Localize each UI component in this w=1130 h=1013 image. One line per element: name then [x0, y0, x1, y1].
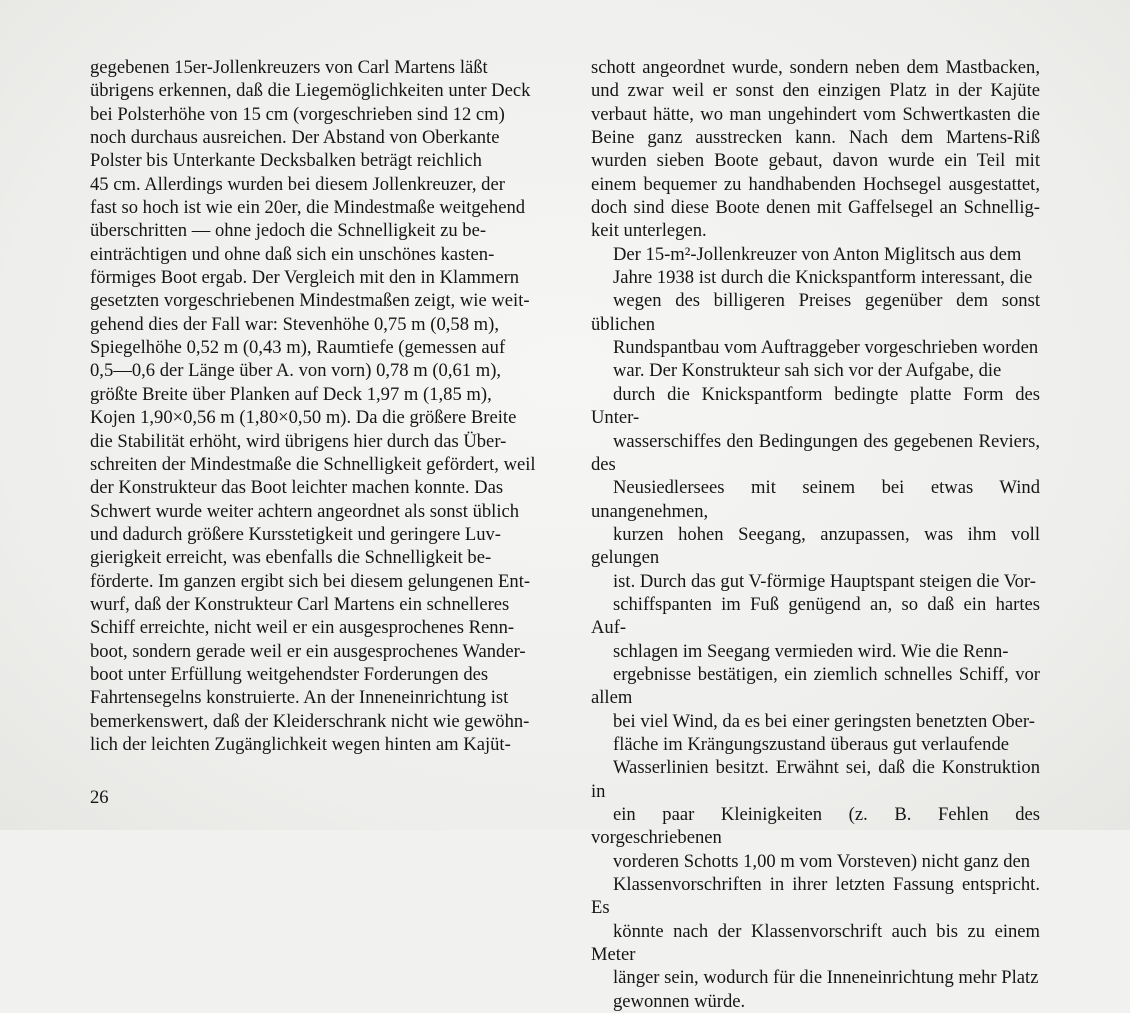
- text-line: gehend dies der Fall war: Stevenhöhe 0,75 m (0,58 m),: [90, 313, 499, 335]
- text-line: und zwar weil er sonst den einzigen Platz in der Kajüte: [591, 80, 1040, 102]
- text-line: ist. Durch das gut V-förmige Hauptspant steigen die Vor-: [613, 570, 1036, 592]
- text-line: könnte nach der Klassenvorschrift auch bis zu einem Meter: [591, 920, 1040, 966]
- text-line: Neusiedlersees mit seinem bei etwas Wind unangenehmen,: [591, 477, 1040, 522]
- paragraph: [591, 243, 1040, 1013]
- text-line: verbaut hätte, wo man ungehindert vom Schwertkasten die: [591, 103, 1040, 125]
- text-line: bei viel Wind, da es bei einer geringsten benetzten Ober-: [613, 710, 1035, 732]
- text-line: und dadurch größere Kursstetigkeit und geringere Luv-: [90, 523, 501, 545]
- text-line: wegen des billigeren Preises gegenüber dem sonst üblichen: [591, 290, 1040, 335]
- text-line: ergebnisse bestätigen, ein ziemlich schnelles Schiff, vor allem: [591, 663, 1040, 709]
- text-line: fläche im Krängungszustand überaus gut verlaufende: [613, 733, 1010, 755]
- text-line: lich der leichten Zugänglichkeit wegen hinten am Kajüt-: [90, 733, 511, 755]
- text-line: Schiff erreichte, nicht weil er ein ausgesprochenes Renn-: [90, 617, 515, 639]
- text-line: größte Breite über Planken auf Deck 1,97 m (1,85 m),: [90, 383, 492, 405]
- text-line: überschritten — ohne jedoch die Schnelligkeit zu be-: [90, 220, 487, 242]
- text-line: gewonnen würde.: [613, 990, 746, 1012]
- text-line: ein paar Kleinigkeiten (z. B. Fehlen des vorgeschriebenen: [591, 804, 1040, 849]
- left-text-column: [90, 56, 560, 756]
- text-line: einem bequemer zu handhabenden Hochsegel ausgestattet,: [591, 173, 1040, 195]
- text-line: wurden sieben Boote gebaut, davon wurde ein Teil mit: [591, 150, 1040, 172]
- right-text-column: [591, 56, 1040, 1013]
- text-line: bei Polsterhöhe von 15 cm (vorgeschrieben sind 12 cm): [90, 103, 505, 125]
- text-line: schlagen im Seegang vermieden wird. Wie die Renn-: [613, 640, 1009, 662]
- text-line: der Konstrukteur das Boot leichter machen konnte. Das: [90, 477, 504, 499]
- text-line: keit unterlegen.: [591, 220, 707, 242]
- text-line: war. Der Konstrukteur sah sich vor der Aufgabe, die: [613, 360, 1002, 382]
- text-line: Wasserlinien besitzt. Erwähnt sei, daß die Konstruktion in: [591, 757, 1040, 802]
- text-line: Kojen 1,90×0,56 m (1,80×0,50 m). Da die größere Breite: [90, 407, 517, 429]
- text-line: übrigens erkennen, daß die Liegemöglichkeiten unter Deck: [90, 80, 531, 102]
- text-line: Spiegelhöhe 0,52 m (0,43 m), Raumtiefe (gemessen auf: [90, 337, 506, 359]
- text-line: schreiten der Mindestmaße die Schnelligkeit gefördert, weil: [90, 453, 536, 475]
- text-line: Klassenvorschriften in ihrer letzten Fassung entspricht. Es: [591, 874, 1040, 919]
- text-line: Der 15-m²-Jollenkreuzer von Anton Miglitsch aus dem: [613, 243, 1022, 265]
- text-line: doch sind diese Boote denen mit Gaffelsegel an Schnellig-: [591, 197, 1040, 219]
- text-line: einträchtigen und ohne daß sich ein unschönes kasten-: [90, 243, 495, 265]
- text-line: schiffspanten im Fuß genügend an, so daß ein hartes Auf-: [591, 593, 1040, 639]
- text-line: Jahre 1938 ist durch die Knickspantform interessant, die: [613, 267, 1033, 289]
- text-line: Rundspantbau vom Auftraggeber vorgeschrieben worden: [613, 337, 1039, 359]
- text-line: boot, sondern gerade weil er ein ausgesprochenes Wander-: [90, 640, 526, 662]
- text-line: gesetzten vorgeschriebenen Mindestmaßen zeigt, wie weit-: [90, 290, 530, 312]
- text-line: Beine ganz ausstrecken kann. Nach dem Martens-Riß: [591, 127, 1040, 149]
- text-line: durch die Knickspantform bedingte platte Form des Unter-: [591, 383, 1040, 429]
- text-line: Fahrtensegelns konstruierte. An der Inneneinrichtung ist: [90, 687, 509, 709]
- text-line: die Stabilität erhöht, wird übrigens hier durch das Über-: [90, 430, 507, 452]
- text-line: schott angeordnet wurde, sondern neben dem Mastbacken,: [591, 57, 1040, 78]
- text-line: gegebenen 15er-Jollenkreuzers von Carl Martens läßt: [90, 57, 488, 78]
- paragraph: [90, 56, 560, 756]
- text-line: kurzen hohen Seegang, anzupassen, was ihm voll gelungen: [591, 523, 1040, 569]
- text-line: Polster bis Unterkante Decksbalken beträgt reichlich: [90, 150, 482, 172]
- text-line: wurf, daß der Konstrukteur Carl Martens ein schnelleres: [90, 593, 510, 615]
- text-line: förderte. Im ganzen ergibt sich bei diesem gelungenen Ent-: [90, 570, 531, 592]
- text-line: länger sein, wodurch für die Inneneinrichtung mehr Platz: [613, 967, 1039, 989]
- paragraph: [591, 56, 1040, 243]
- text-line: 45 cm. Allerdings wurden bei diesem Jollenkreuzer, der: [90, 173, 505, 195]
- text-line: bemerkenswert, daß der Kleiderschrank nicht wie gewöhn-: [90, 710, 530, 732]
- text-line: noch durchaus ausreichen. Der Abstand von Oberkante: [90, 127, 500, 149]
- text-line: 0,5—0,6 der Länge über A. von vorn) 0,78 m (0,61 m),: [90, 360, 502, 382]
- text-line: fast so hoch ist wie ein 20er, die Mindestmaße weitgehend: [90, 197, 526, 219]
- text-line: gierigkeit erreicht, was ebenfalls die Schnelligkeit be-: [90, 547, 492, 569]
- page-number: 26: [90, 787, 109, 808]
- text-line: förmiges Boot ergab. Der Vergleich mit den in Klammern: [90, 267, 520, 289]
- text-line: vorderen Schotts 1,00 m vom Vorsteven) nicht ganz den: [613, 850, 1031, 872]
- text-line: boot unter Erfüllung weitgehendster Forderungen des: [90, 663, 489, 685]
- text-line: Schwert wurde weiter achtern angeordnet als sonst üblich: [90, 500, 520, 522]
- text-line: wasserschiffes den Bedingungen des gegebenen Reviers, des: [591, 430, 1040, 475]
